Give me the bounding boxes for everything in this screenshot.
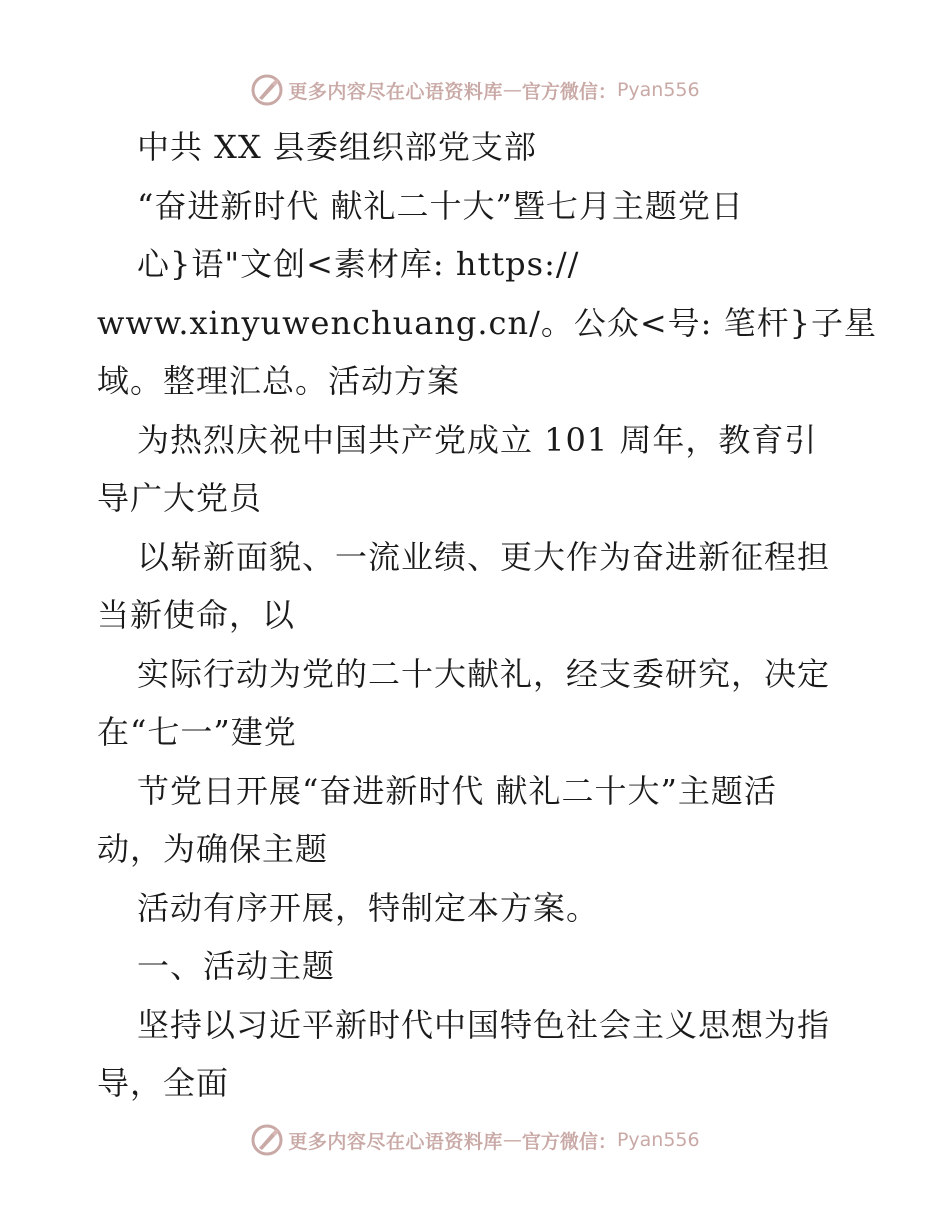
- header-watermark-banner: [0, 70, 950, 110]
- document-body: [97, 118, 877, 1113]
- banner-text: 更多内容尽在心语资料库: [288, 1130, 503, 1153]
- doc-line: 当新使命，以: [97, 596, 296, 634]
- banner-wechat-label: 官方微信：: [521, 1130, 617, 1153]
- doc-line: 动，为确保主题: [97, 830, 329, 868]
- doc-line: 为热烈庆祝中国共产党成立 101 周年，教育引: [137, 420, 818, 459]
- doc-line: 实际行动为党的二十大献礼，经支委研究，决定: [137, 654, 831, 693]
- doc-line: 坚持以习近平新时代中国特色社会主义思想为指: [137, 1005, 831, 1044]
- section-heading: 一、活动主题: [137, 947, 336, 985]
- doc-line: “奋进新时代 献礼二十大”暨七月主题党日: [137, 186, 744, 225]
- doc-line: www.xinyuwenchuang.cn/。公众<号: 笔杆}子星: [97, 303, 877, 342]
- banner-text: 更多内容尽在心语资料库: [288, 80, 503, 103]
- footer-watermark-banner: [0, 1120, 950, 1160]
- doc-line: 中共 XX 县委组织部党支部: [137, 128, 537, 166]
- doc-line: 在“七一”建党: [97, 713, 297, 751]
- doc-line: 以崭新面貌、一流业绩、更大作为奋进新征程担: [137, 537, 831, 576]
- pen-logo-icon: [250, 73, 284, 107]
- doc-line: 节党日开展“奋进新时代 献礼二十大”主题活: [137, 771, 777, 810]
- doc-line: 导广大党员: [97, 479, 263, 517]
- banner-wechat-id: Pyan556: [616, 1129, 700, 1151]
- banner-wechat-id: Pyan556: [616, 79, 700, 101]
- doc-line: 导，全面: [97, 1064, 230, 1102]
- pen-logo-icon: [250, 1123, 284, 1157]
- banner-dash: —: [502, 79, 522, 101]
- doc-line: 活动有序开展，特制定本方案。: [137, 888, 600, 927]
- doc-line: 心}语"文创<素材库: https://: [137, 245, 580, 283]
- banner-wechat-label: 官方微信：: [521, 80, 617, 103]
- doc-line: 域。整理汇总。活动方案: [97, 362, 461, 400]
- banner-dash: —: [502, 1129, 522, 1151]
